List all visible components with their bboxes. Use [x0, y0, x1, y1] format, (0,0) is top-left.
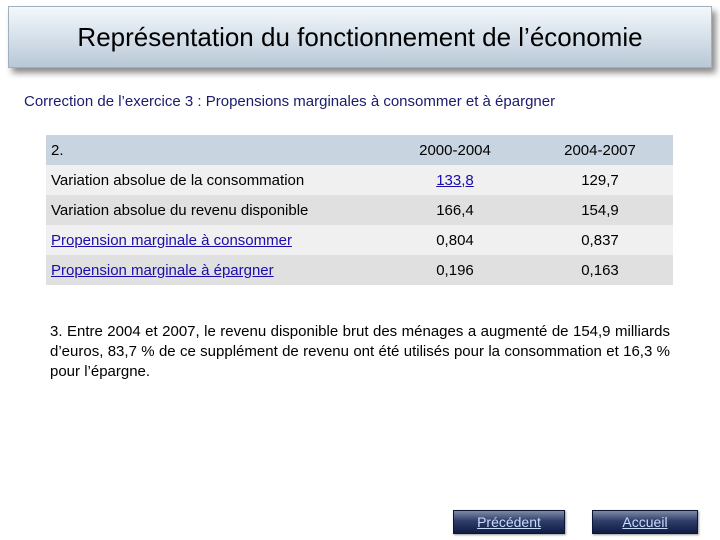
table-row [46, 195, 673, 225]
exercise-subtitle: Correction de l’exercice 3 : Propensions marginales à consommer et à épargner [24, 93, 556, 110]
cell-value: 0,163 [527, 255, 673, 285]
cell-value: 154,9 [527, 195, 673, 225]
previous-button-label[interactable]: Précédent [477, 514, 541, 530]
column-header-question: 2. [46, 135, 383, 165]
home-button[interactable] [592, 510, 698, 534]
row-label: Variation absolue du revenu disponible [46, 195, 383, 225]
column-header-2004-2007: 2004-2007 [527, 135, 673, 165]
table-header-row [46, 135, 673, 165]
title-banner [8, 6, 712, 68]
answer-paragraph: 3. Entre 2004 et 2007, le revenu disponible brut des ménages a augmenté de 154,9 milliards d’euros, 83,7 % de ce supplément de revenu ont été utilisés pour la consommation et 16,3 % pour l’épargne. [50, 323, 670, 380]
cell-value: 0,837 [527, 225, 673, 255]
link-propension-epargner[interactable]: Propension marginale à épargner [51, 261, 274, 279]
previous-button[interactable] [453, 510, 565, 534]
row-label: Variation absolue de la consommation [46, 165, 383, 195]
table-row [46, 255, 673, 285]
table-row [46, 225, 673, 255]
data-table [46, 135, 673, 285]
home-button-label[interactable]: Accueil [622, 514, 668, 530]
cell-value: 166,4 [383, 195, 527, 225]
cell-link-value[interactable]: 133,8 [436, 171, 474, 189]
cell-value: 129,7 [527, 165, 673, 195]
link-propension-consommer[interactable]: Propension marginale à consommer [51, 231, 292, 249]
column-header-2000-2004: 2000-2004 [383, 135, 527, 165]
table-row [46, 165, 673, 195]
cell-value: 0,804 [383, 225, 527, 255]
cell-value: 0,196 [383, 255, 527, 285]
page-title: Représentation du fonctionnement de l’économie [77, 21, 643, 52]
